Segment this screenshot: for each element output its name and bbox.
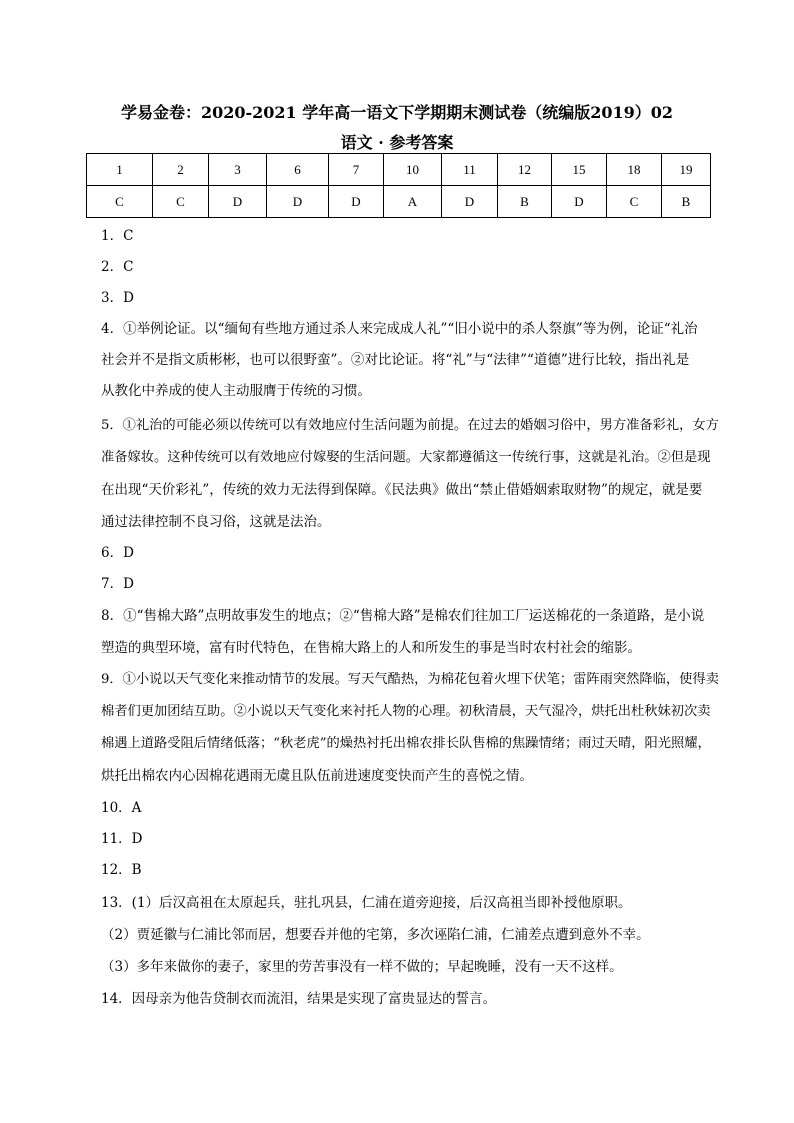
- question-number-cell: 12: [498, 154, 552, 186]
- answer-line: 2．C: [101, 259, 134, 275]
- answer-cell: A: [384, 186, 442, 218]
- question-number-cell: 11: [442, 154, 498, 186]
- answer-line: 5．①礼治的可能必须以传统可以有效地应付生活问题为前提。在过去的婚姻习俗中，男方准备彩礼，女方: [101, 418, 719, 433]
- answer-cell: D: [442, 186, 498, 218]
- answer-line: 4．①举例论证。以“缅甸有些地方通过杀人来完成成人礼”“旧小说中的杀人祭旗”等为例，论证“礼治: [101, 321, 698, 337]
- question-number-row: [87, 154, 711, 186]
- answer-line: 8．①“售棉大路”点明故事发生的地点；②“售棉大路”是棉农们往加工厂运送棉花的一条道路，是小说: [101, 608, 705, 624]
- answer-cell: C: [607, 186, 662, 218]
- answer-line: （2）贾延徽与仁浦比邻而居，想要吞并他的宅第，多次诬陷仁浦，仁浦差点遭到意外不幸。: [101, 927, 650, 943]
- answer-line: 9．①小说以天气变化来推动情节的发展。写天气酷热，为棉花包着火埋下伏笔；雷阵雨突然降临，使得卖: [101, 672, 719, 687]
- question-number-cell: 2: [153, 154, 209, 186]
- question-number-cell: 6: [267, 154, 329, 186]
- document-title: 学易金卷：2020-2021 学年高一语文下学期期末测试卷（统编版2019）02: [120, 103, 674, 122]
- answer-line: 社会并不是指文质彬彬，也可以很野蛮”。②对比论证。将“礼”与“法律”“道德”进行比较，指出礼是: [101, 352, 690, 368]
- answer-cell: C: [153, 186, 209, 218]
- answer-line: 棉者们更加团结互助。②小说以天气变化来衬托人物的心理。初秋清晨，天气湿冷，烘托出杜秋妹初次卖: [101, 704, 711, 719]
- answer-line: 从教化中养成的使人主动服膺于传统的习惯。: [101, 383, 371, 399]
- answer-line: 棉遇上道路受阻后情绪低落；“秋老虎”的燥热衬托出棉农排长队售棉的焦躁情绪；雨过天晴，阳光照耀，: [101, 736, 711, 751]
- question-number-cell: 18: [607, 154, 662, 186]
- answer-line: 塑造的典型环境，富有时代特色，在售棉大路上的人和所发生的事是当时农村社会的缩影。: [101, 640, 641, 656]
- answer-table: [86, 153, 711, 218]
- answer-line: 准备嫁妆。这种传统可以有效地应付嫁娶的生活问题。大家都遵循这一传统行事，这就是礼治。②但是现: [101, 450, 711, 465]
- answer-line: 13．(1）后汉高祖在太原起兵，驻扎巩县，仁浦在道旁迎接，后汉高祖当即补授他原职。: [101, 895, 632, 911]
- question-number-cell: 10: [384, 154, 442, 186]
- answer-cell: D: [209, 186, 267, 218]
- answer-line: 14．因母亲为他告贷制衣而流泪，结果是实现了富贵显达的誓言。: [101, 991, 497, 1007]
- answer-line: 烘托出棉农内心因棉花遇雨无虞且队伍前进速度变快而产生的喜悦之情。: [101, 768, 533, 784]
- answer-row: [87, 186, 711, 218]
- question-number-cell: 7: [329, 154, 384, 186]
- question-number-cell: 19: [662, 154, 711, 186]
- answer-cell: B: [498, 186, 552, 218]
- answer-line: 10．A: [101, 800, 142, 816]
- answer-line: （3）多年来做你的妻子，家里的劳苦事没有一样不做的；早起晚睡，没有一天不这样。: [101, 959, 623, 975]
- document-subtitle: 语文 · 参考答案: [340, 133, 454, 152]
- answer-cell: D: [267, 186, 329, 218]
- answer-line: 通过法律控制不良习俗，这就是法治。: [101, 514, 331, 530]
- answer-cell: D: [552, 186, 607, 218]
- answer-cell: D: [329, 186, 384, 218]
- answer-line: 12．B: [101, 862, 142, 878]
- answer-line: 1．C: [101, 228, 134, 244]
- answer-line: 6．D: [101, 545, 134, 561]
- answer-line: 3．D: [101, 290, 134, 306]
- answer-line: 11．D: [101, 831, 143, 847]
- question-number-cell: 1: [87, 154, 153, 186]
- answer-line: 在出现“天价彩礼”，传统的效力无法得到保障。《民法典》做出“禁止借婚姻索取财物”的规定，就是要: [101, 482, 703, 498]
- answer-line: 7．D: [101, 576, 134, 592]
- answer-cell: C: [87, 186, 153, 218]
- question-number-cell: 15: [552, 154, 607, 186]
- answer-cell: B: [662, 186, 711, 218]
- question-number-cell: 3: [209, 154, 267, 186]
